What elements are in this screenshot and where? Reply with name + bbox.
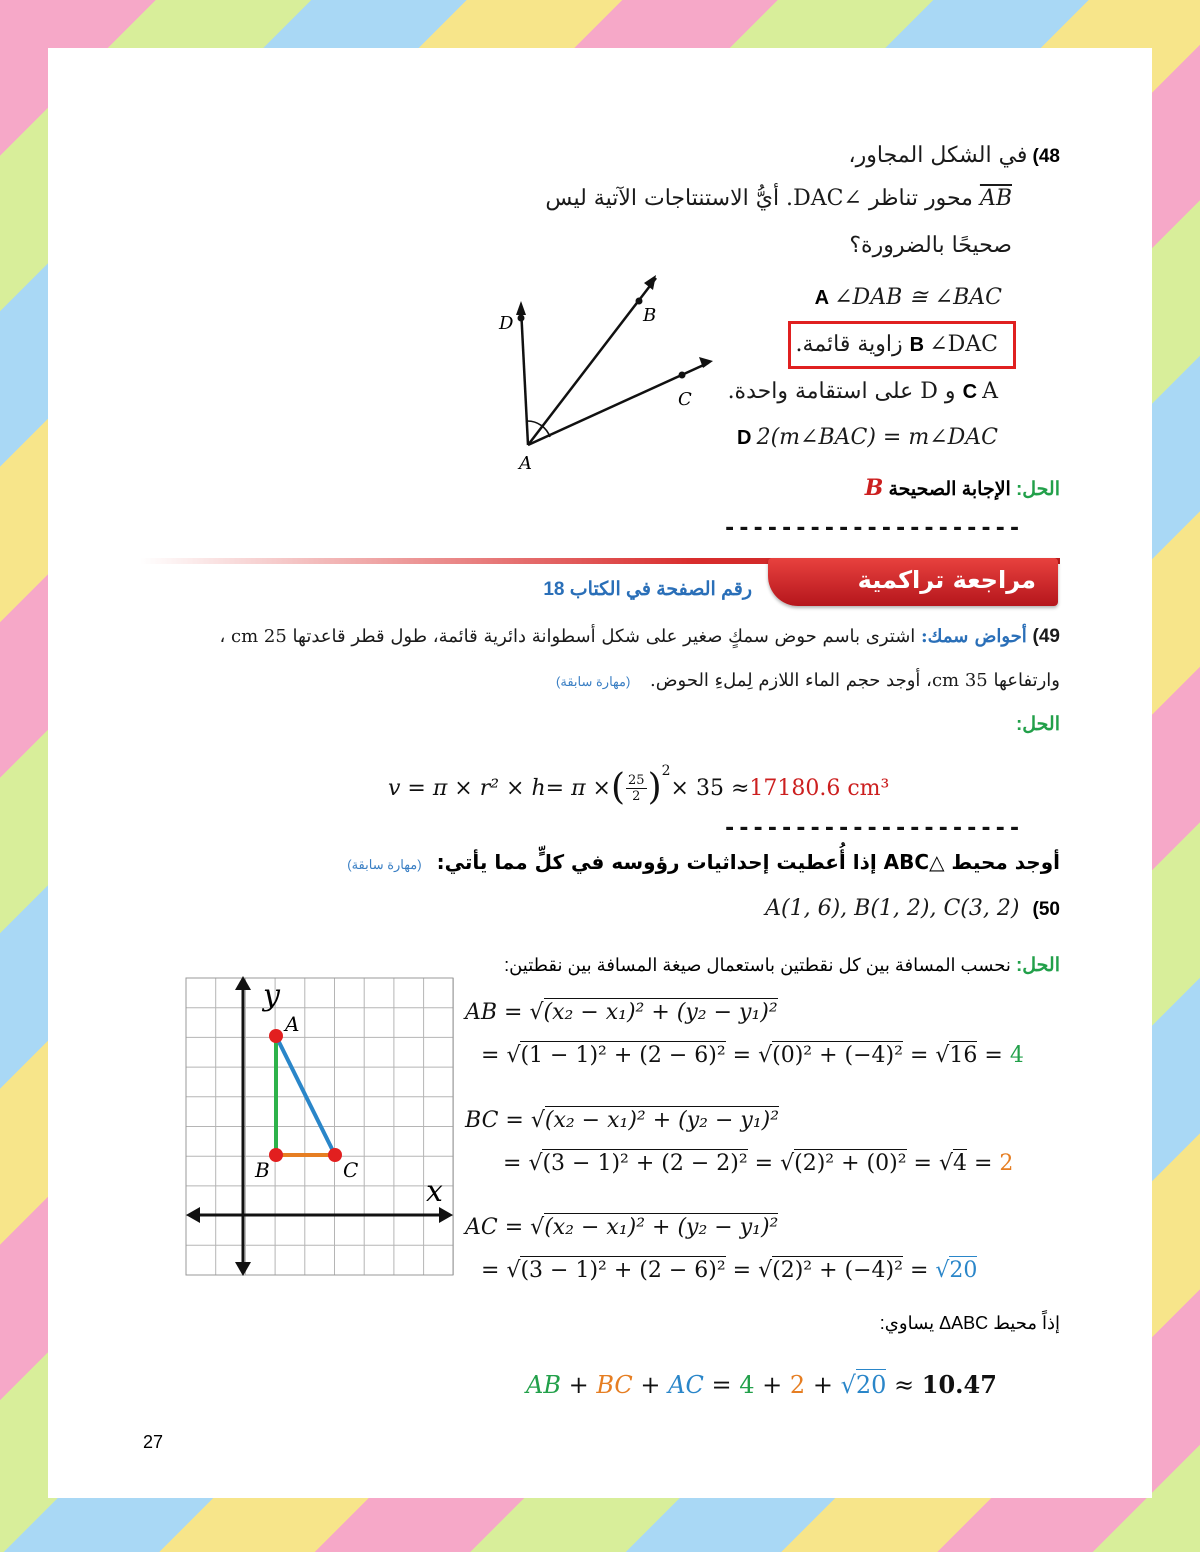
ac-step-a: (3 − 1)² + (2 − 6)² <box>520 1258 726 1283</box>
book-page-ref: رقم الصفحة في الكتاب 18 <box>543 579 752 600</box>
bc-step-b: (2)² + (0)² <box>794 1151 907 1176</box>
y-axis-arrow-down <box>235 1262 251 1276</box>
coordinate-graph <box>183 973 463 1283</box>
fraction-denominator: 2 <box>632 788 641 804</box>
q50-points <box>660 896 1060 921</box>
option-letter: C <box>962 381 978 403</box>
perimeter-result: 10.47 <box>921 1370 997 1399</box>
ac-result: 20 <box>949 1258 978 1283</box>
divider-line: --------------------- <box>723 516 1023 541</box>
option-letter: D <box>737 427 752 449</box>
label-c: C <box>678 389 692 410</box>
option-text: ∠DAB ≅ ∠BAC <box>834 285 1002 310</box>
q49-line2 <box>60 670 1060 691</box>
ab-formula: AB = √(x₂ − x₁)² + (y₂ − y₁)² <box>465 1000 778 1025</box>
term-bc: BC <box>596 1371 633 1399</box>
q49-topic: أحواض سمك: <box>921 626 1027 647</box>
ab-result: 4 <box>1009 1043 1024 1068</box>
option-text: A و D على استقامة واحدة. <box>727 379 998 404</box>
arrow-d <box>516 301 526 315</box>
ab-step-a: (1 − 1)² + (2 − 6)² <box>520 1043 726 1068</box>
equation-tail: × 35 ≈ <box>670 775 750 801</box>
q49-number: 49) <box>1032 626 1060 647</box>
q48-solution <box>560 475 1060 501</box>
worksheet-page <box>48 48 1152 1498</box>
distance-formula: (x₂ − x₁)² + (y₂ − y₁)² <box>544 1215 779 1240</box>
bc-calculation: = √(3 − 1)² + (2 − 2)² = √(2)² + (0)² = √4 = 2 <box>503 1151 1014 1176</box>
label-b: B <box>643 305 657 326</box>
ab-step-c: 16 <box>949 1043 978 1068</box>
q48-option-b <box>692 332 1012 357</box>
y-axis-label: y <box>263 978 280 1013</box>
ab-step-b: (0)² + (−4)² <box>772 1043 903 1068</box>
q49-text-line2: وارتفاعها 35 cm، أوجد حجم الماء اللازم لِملءِ الحوض. <box>650 670 1060 691</box>
q50-coordinates: A(1, 6), B(1, 2), C(3, 2) <box>765 896 1020 921</box>
q48-option-a <box>696 285 1016 310</box>
label-a: A <box>285 1012 300 1036</box>
solution-answer: B <box>864 475 884 501</box>
q48-option-c <box>652 379 1012 404</box>
bc-step-a: (3 − 1)² + (2 − 2)² <box>542 1151 748 1176</box>
point-b <box>636 298 643 305</box>
banner-title: مراجعة تراكمية <box>857 566 1036 594</box>
fraction-numerator: 25 <box>628 772 645 788</box>
option-letter: B <box>909 334 925 356</box>
bc-label: BC = <box>465 1108 524 1133</box>
q50-number: 50) <box>1032 899 1060 920</box>
q49-text-line1: اشترى باسم حوض سمكٍ صغير على شكل أسطوانة دائرية قائمة، طول قطر قاعدتها 25 cm ، <box>219 626 916 647</box>
perimeter-equation: AB + BC + AC = 4 + 2 + √20 ≈ 10.47 <box>526 1370 997 1399</box>
review-banner <box>768 558 1058 606</box>
ab-label: AB = <box>465 1000 523 1025</box>
q48-option-d <box>632 425 1012 450</box>
solution-label: الحل: <box>1015 955 1060 976</box>
ray-ab: AB <box>979 186 1012 211</box>
bc-formula: BC = √(x₂ − x₁)² + (y₂ − y₁)² <box>465 1108 780 1133</box>
point-c <box>328 1148 342 1162</box>
solution-text: نحسب المسافة بين كل نقطتين باستعمال صيغة المسافة بين نقطتين: <box>504 955 1011 975</box>
q48-line3: صحيحًا بالضرورة؟ <box>849 233 1012 258</box>
q48-line1 <box>460 143 1060 168</box>
bc-result: 2 <box>999 1151 1014 1176</box>
option-text: 2(m∠BAC) = m∠DAC <box>756 425 998 450</box>
segment-ac <box>276 1036 335 1155</box>
term-ab: AB <box>526 1371 561 1399</box>
divider-line: --------------------- <box>723 816 1023 841</box>
point-c <box>679 372 686 379</box>
term-ac: AC <box>668 1371 704 1399</box>
x-axis-arrow-right <box>439 1207 453 1223</box>
x-axis-label: x <box>426 1174 443 1209</box>
ac-label: AC = <box>465 1215 524 1240</box>
skill-tag: (مهارة سابقة) <box>556 674 631 689</box>
ac-calculation: = √(3 − 1)² + (2 − 6)² = √(2)² + (−4)² = √20 <box>481 1258 978 1283</box>
bc-step-c: 4 <box>952 1151 967 1176</box>
ac-formula: AC = √(x₂ − x₁)² + (y₂ − y₁)² <box>465 1215 779 1240</box>
value-ab: 4 <box>739 1371 755 1399</box>
solution-label: الحل: <box>1015 714 1060 735</box>
ac-step-b: (2)² + (−4)² <box>772 1258 903 1283</box>
volume-formula: v = π × r² × h= π × <box>388 775 611 801</box>
volume-answer: 17180.6 cm³ <box>749 775 890 801</box>
page-number: 27 <box>143 1432 164 1452</box>
radius-fraction <box>626 773 647 804</box>
x-axis-arrow-left <box>186 1207 200 1223</box>
q49-solution-label <box>860 713 1060 736</box>
point-d <box>518 315 525 322</box>
skill-tag: (مهارة سابقة) <box>347 857 422 872</box>
ray-ad <box>521 308 528 445</box>
perimeter-intro: إذاً محيط ΔABC يساوي: <box>879 1313 1060 1333</box>
label-c: C <box>343 1158 359 1182</box>
q50-intro <box>260 850 1060 874</box>
option-letter: A <box>814 287 830 309</box>
option-text: ∠DAC زاوية قائمة. <box>795 332 998 357</box>
value-bc: 2 <box>789 1371 806 1399</box>
label-b: B <box>255 1158 270 1182</box>
distance-formula: (x₂ − x₁)² + (y₂ − y₁)² <box>543 1000 778 1025</box>
distance-formula: (x₂ − x₁)² + (y₂ − y₁)² <box>544 1108 780 1133</box>
value-ac: 20 <box>855 1371 887 1399</box>
point-b <box>269 1148 283 1162</box>
q48-text-line2: محور تناظر ∠DAC. أيُّ الاستنتاجات الآتية ليس <box>545 186 973 211</box>
q49-equation: v = π × r² × h= π × ( $\frac{25}{2}$ ) $^2$ × 35 ≈ 17180.6 cm³ <box>388 763 890 808</box>
point-a <box>269 1029 283 1043</box>
q50-solution-intro <box>360 954 1060 977</box>
label-a: A <box>519 453 532 474</box>
ab-calculation: = √(1 − 1)² + (2 − 6)² = √(0)² + (−4)² = √16 = 4 <box>481 1043 1024 1068</box>
q48-text-line1: في الشكل المجاور، <box>848 143 1028 168</box>
q49-line1 <box>60 626 1060 648</box>
solution-label: الحل: <box>1015 479 1060 500</box>
angle-arc <box>527 421 550 437</box>
solution-text: الإجابة الصحيحة <box>888 479 1011 500</box>
q50-intro-text: أوجد محيط △ABC إذا أُعطيت إحداثيات رؤوسه في كلٍّ مما يأتي: <box>436 850 1060 874</box>
label-d: D <box>499 313 514 334</box>
q48-number: 48) <box>1032 146 1060 167</box>
q48-line2 <box>392 186 1012 211</box>
